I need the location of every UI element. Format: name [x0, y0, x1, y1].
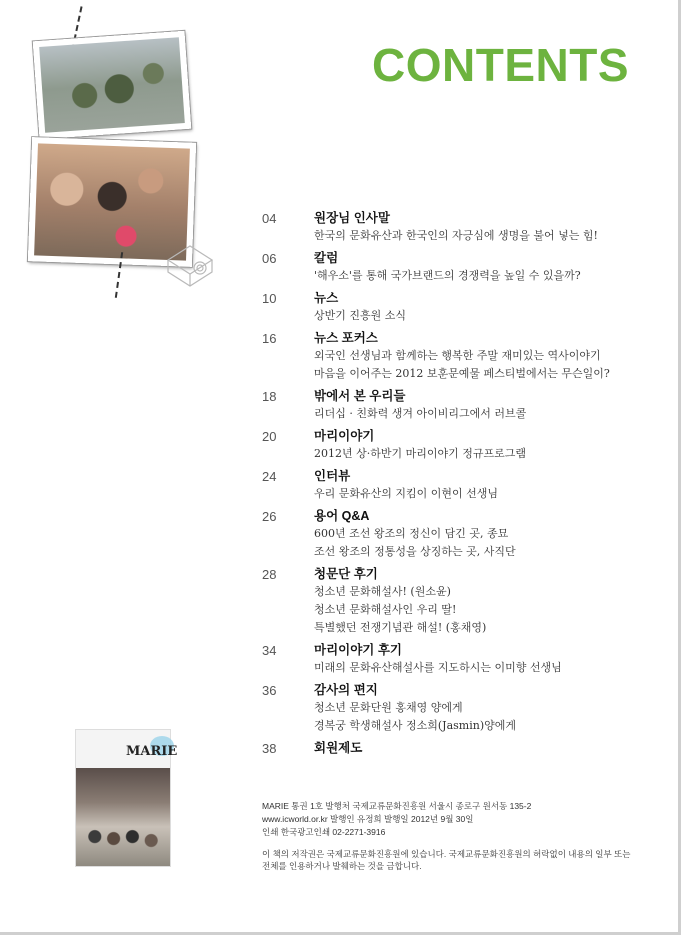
toc-page-number: 34 [262, 643, 277, 658]
toc-heading: 칼럼 [314, 251, 339, 265]
toc-item: 청소년 문화해설사! (원소윤) [314, 585, 451, 598]
toc-item: 600년 조선 왕조의 정신이 담긴 곳, 종묘 [314, 527, 509, 540]
toc-page-number: 24 [262, 469, 277, 484]
toc-page-number: 06 [262, 251, 277, 266]
toc-entry [262, 740, 662, 757]
toc-page-number: 04 [262, 211, 277, 226]
colophon [262, 800, 531, 839]
toc-item: 외국인 선생님과 함께하는 행복한 주말 재미있는 역사이야기 [314, 349, 601, 362]
table-of-contents [262, 210, 662, 762]
toc-entry [262, 290, 662, 325]
copyright-notice: 이 책의 저작권은 국제교류문화진흥원에 있습니다. 국제교류문화진흥원의 허락없이 내용의 일부 또는 전체를 인용하거나 발췌하는 것을 금합니다. [262, 849, 631, 871]
toc-entry [262, 210, 662, 245]
toc-page-number: 20 [262, 429, 277, 444]
toc-heading: 밖에서 본 우리들 [314, 389, 406, 403]
toc-item: 경복궁 학생해설사 정소희(Jasmin)양에게 [314, 719, 516, 732]
toc-entry [262, 468, 662, 503]
toc-item: 청소년 문화단원 홍채영 양에게 [314, 701, 463, 714]
toc-page-number: 28 [262, 567, 277, 582]
toc-page-number: 18 [262, 389, 277, 404]
colophon-line: 인쇄 한국광고인쇄 02-2271-3916 [262, 827, 386, 837]
cover-photo [76, 768, 170, 866]
toc-item: '해우소'를 통해 국가브랜드의 경쟁력을 높일 수 있을까? [314, 269, 581, 282]
toc-item: 한국의 문화유산과 한국인의 자긍심에 생명을 불어 넣는 힘! [314, 229, 598, 242]
toc-item: 상반기 진흥원 소식 [314, 309, 407, 322]
toc-entry [262, 388, 662, 423]
toc-item: 2012년 상·하반기 마리이야기 정규프로그램 [314, 447, 526, 460]
toc-item: 마음을 이어주는 2012 보훈문예물 페스티벌에서는 무슨일이? [314, 367, 610, 380]
toc-page-number: 38 [262, 741, 277, 756]
magazine-cover-thumbnail [76, 730, 178, 866]
toc-item: 리더십 · 친화력 생겨 아이비리그에서 러브콜 [314, 407, 527, 420]
toc-page-number: 36 [262, 683, 277, 698]
toc-heading: 마리이야기 [314, 429, 375, 443]
toc-page-number: 10 [262, 291, 277, 306]
colophon-line: MARIE 통권 1호 발행처 국제교류문화진흥원 서울시 종로구 원서동 135-2 [262, 801, 532, 811]
page-title: CONTENTS [372, 39, 629, 91]
toc-heading: 뉴스 [314, 291, 339, 305]
toc-item: 미래의 문화유산해설사를 지도하시는 이미향 선생님 [314, 661, 562, 674]
toc-heading: 원장님 인사말 [314, 211, 390, 225]
toc-page-number: 16 [262, 331, 277, 346]
paper-clip-icon [164, 238, 216, 288]
toc-entry [262, 428, 662, 463]
toc-entry [262, 508, 662, 561]
toc-heading: 회원제도 [314, 741, 363, 755]
toc-item: 우리 문화유산의 지킴이 이현이 선생님 [314, 487, 499, 500]
toc-entry [262, 250, 662, 285]
colophon-line: www.icworld.or.kr 발행인 유정희 발행일 2012년 9월 30일 [262, 814, 474, 824]
toc-item: 특별했던 전쟁기념관 해설! (홍채영) [314, 621, 487, 634]
toc-item: 조선 왕조의 정통성을 상징하는 곳, 사직단 [314, 545, 516, 558]
photo-soldiers [33, 31, 191, 139]
toc-heading: 감사의 편지 [314, 683, 378, 697]
toc-heading: 용어 Q&A [314, 509, 370, 523]
toc-heading: 마리이야기 후기 [314, 643, 402, 657]
toc-entry [262, 330, 662, 383]
toc-item: 청소년 문화해설사인 우리 딸! [314, 603, 457, 616]
toc-heading: 뉴스 포커스 [314, 331, 378, 345]
toc-entry [262, 682, 662, 735]
toc-entry [262, 642, 662, 677]
cover-logo: MARIE [126, 744, 178, 759]
toc-heading: 청문단 후기 [314, 567, 378, 581]
toc-heading: 인터뷰 [314, 469, 351, 483]
toc-entry [262, 566, 662, 637]
toc-page-number: 26 [262, 509, 277, 524]
